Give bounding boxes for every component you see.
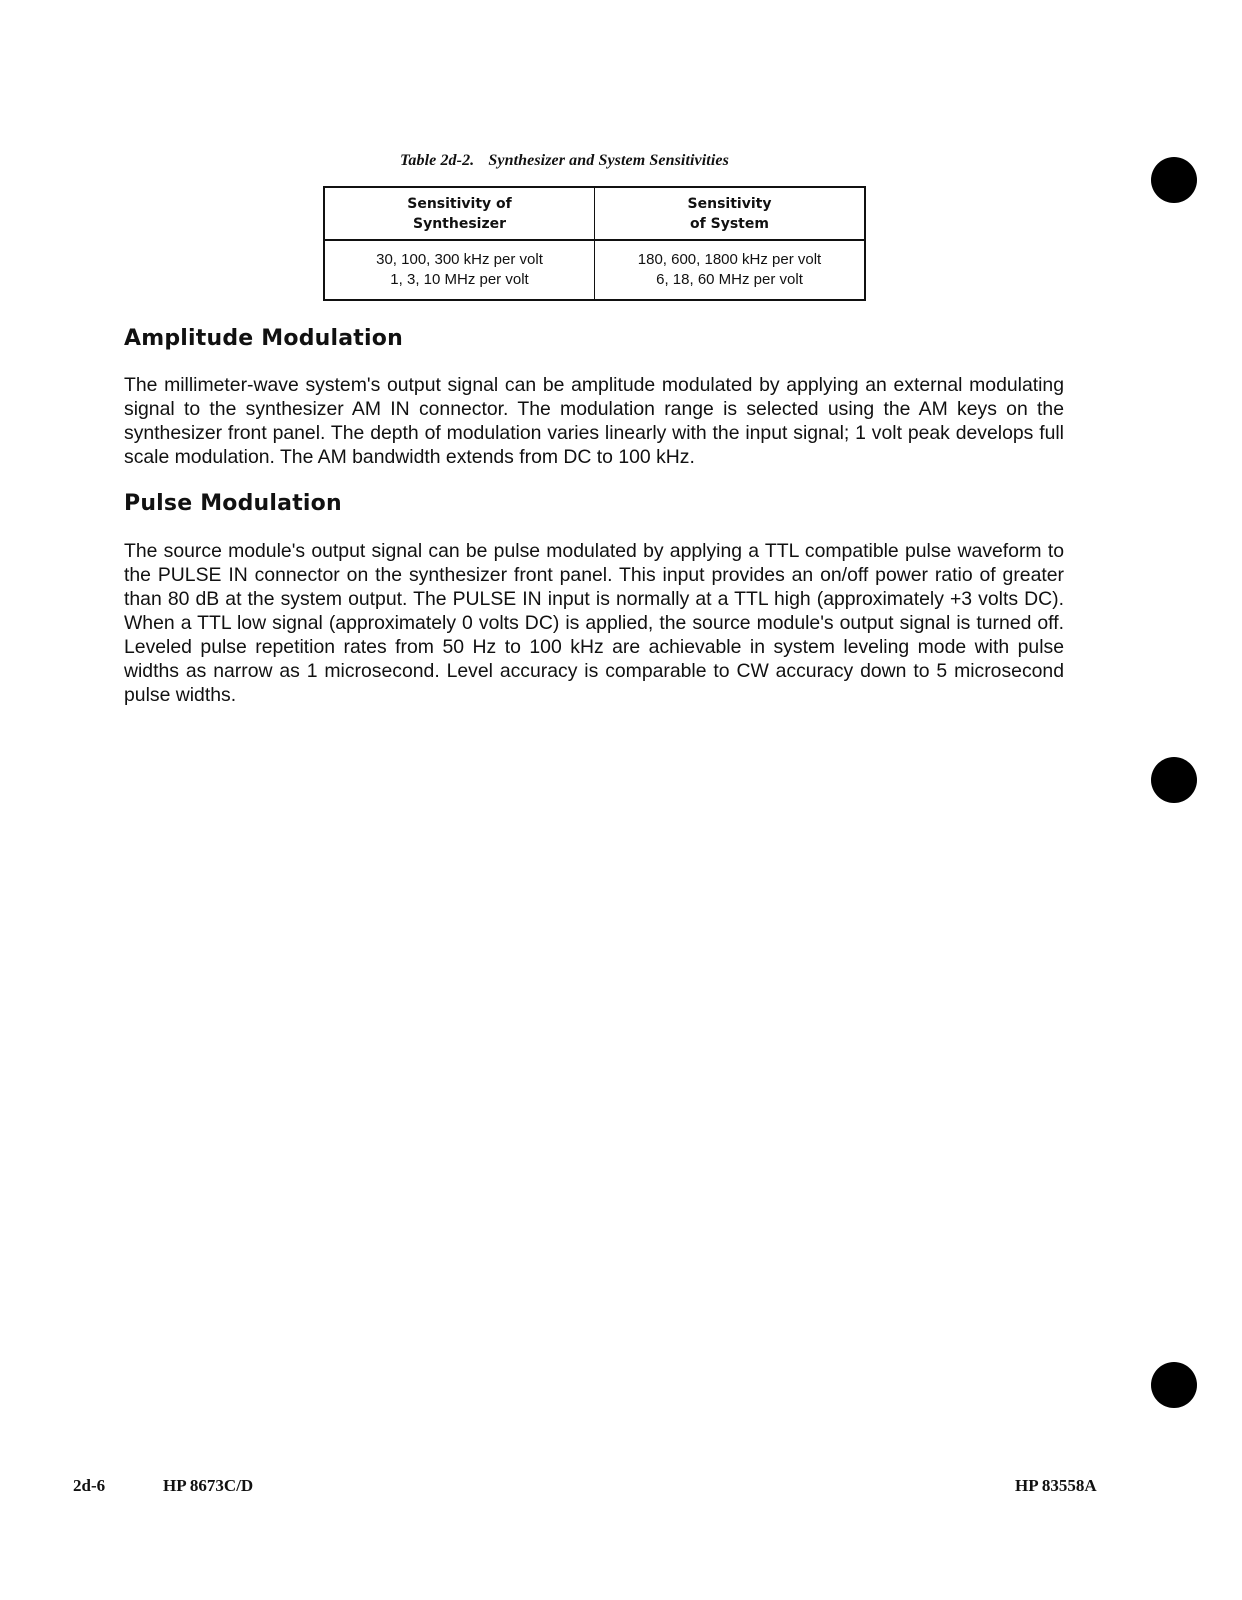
section-body-pulse-modulation: The source module's output signal can be pulse modulated by applying a TTL compatible pulse waveform to the PULSE IN connector on the synthesizer front panel. This input provides an on/off power ratio of greater than 80 dB at the system output. The PULSE IN input is normally at a TTL high (approximately +3 volts DC). When a TTL low signal (approximately 0 volts DC) is applied, the source module's output signal is turned off. Leveled pulse repetition rates from 50 Hz to 100 kHz are achievable in system leveling mode with pulse widths as narrow as 1 microsecond. Level accuracy is comparable to CW accuracy down to 5 microsecond pulse widths. xyxy=(124,540,1064,706)
table-header-line: of System xyxy=(690,215,769,232)
footer-page-number: 2d-6 xyxy=(73,1476,106,1495)
table-cell-line: 30, 100, 300 kHz per volt xyxy=(376,251,543,268)
table-caption xyxy=(400,152,729,170)
table-header-system xyxy=(595,187,866,240)
table-header-line: Synthesizer xyxy=(412,215,506,232)
sensitivity-table xyxy=(323,186,866,301)
binder-tab-dot-bottom xyxy=(1151,1362,1197,1408)
table-caption-title: Synthesizer and System Sensitivities xyxy=(488,152,729,169)
table-cell-line: 6, 18, 60 MHz per volt xyxy=(656,271,803,288)
table-header-line: Sensitivity xyxy=(687,195,772,212)
section-heading-pulse-modulation: Pulse Modulation xyxy=(124,491,342,516)
table-caption-number: Table 2d-2. xyxy=(400,152,475,169)
section-body-amplitude-modulation: The millimeter-wave system's output signal can be amplitude modulated by applying an external modulating signal to the synthesizer AM IN connector. The modulation range is selected using the AM keys on the synthesizer front panel. The depth of modulation varies linearly with the input signal; 1 volt peak develops full scale modulation. The AM bandwidth extends from DC to 100 kHz. xyxy=(124,374,1064,468)
section-heading-amplitude-modulation: Amplitude Modulation xyxy=(124,326,403,351)
table-row xyxy=(324,240,865,300)
footer-left-model: HP 8673C/D xyxy=(163,1476,254,1495)
table-header-row xyxy=(324,187,865,240)
footer-right-model: HP 83558A xyxy=(1015,1476,1097,1495)
table-cell-system xyxy=(595,240,866,300)
binder-tab-dot-top xyxy=(1151,157,1197,203)
table-header-synthesizer xyxy=(324,187,595,240)
binder-tab-dot-middle xyxy=(1151,757,1197,803)
table-cell-line: 180, 600, 1800 kHz per volt xyxy=(637,251,822,268)
table-header-line: Sensitivity of xyxy=(407,195,512,212)
table-cell-synthesizer xyxy=(324,240,595,300)
table-cell-line: 1, 3, 10 MHz per volt xyxy=(390,271,529,288)
